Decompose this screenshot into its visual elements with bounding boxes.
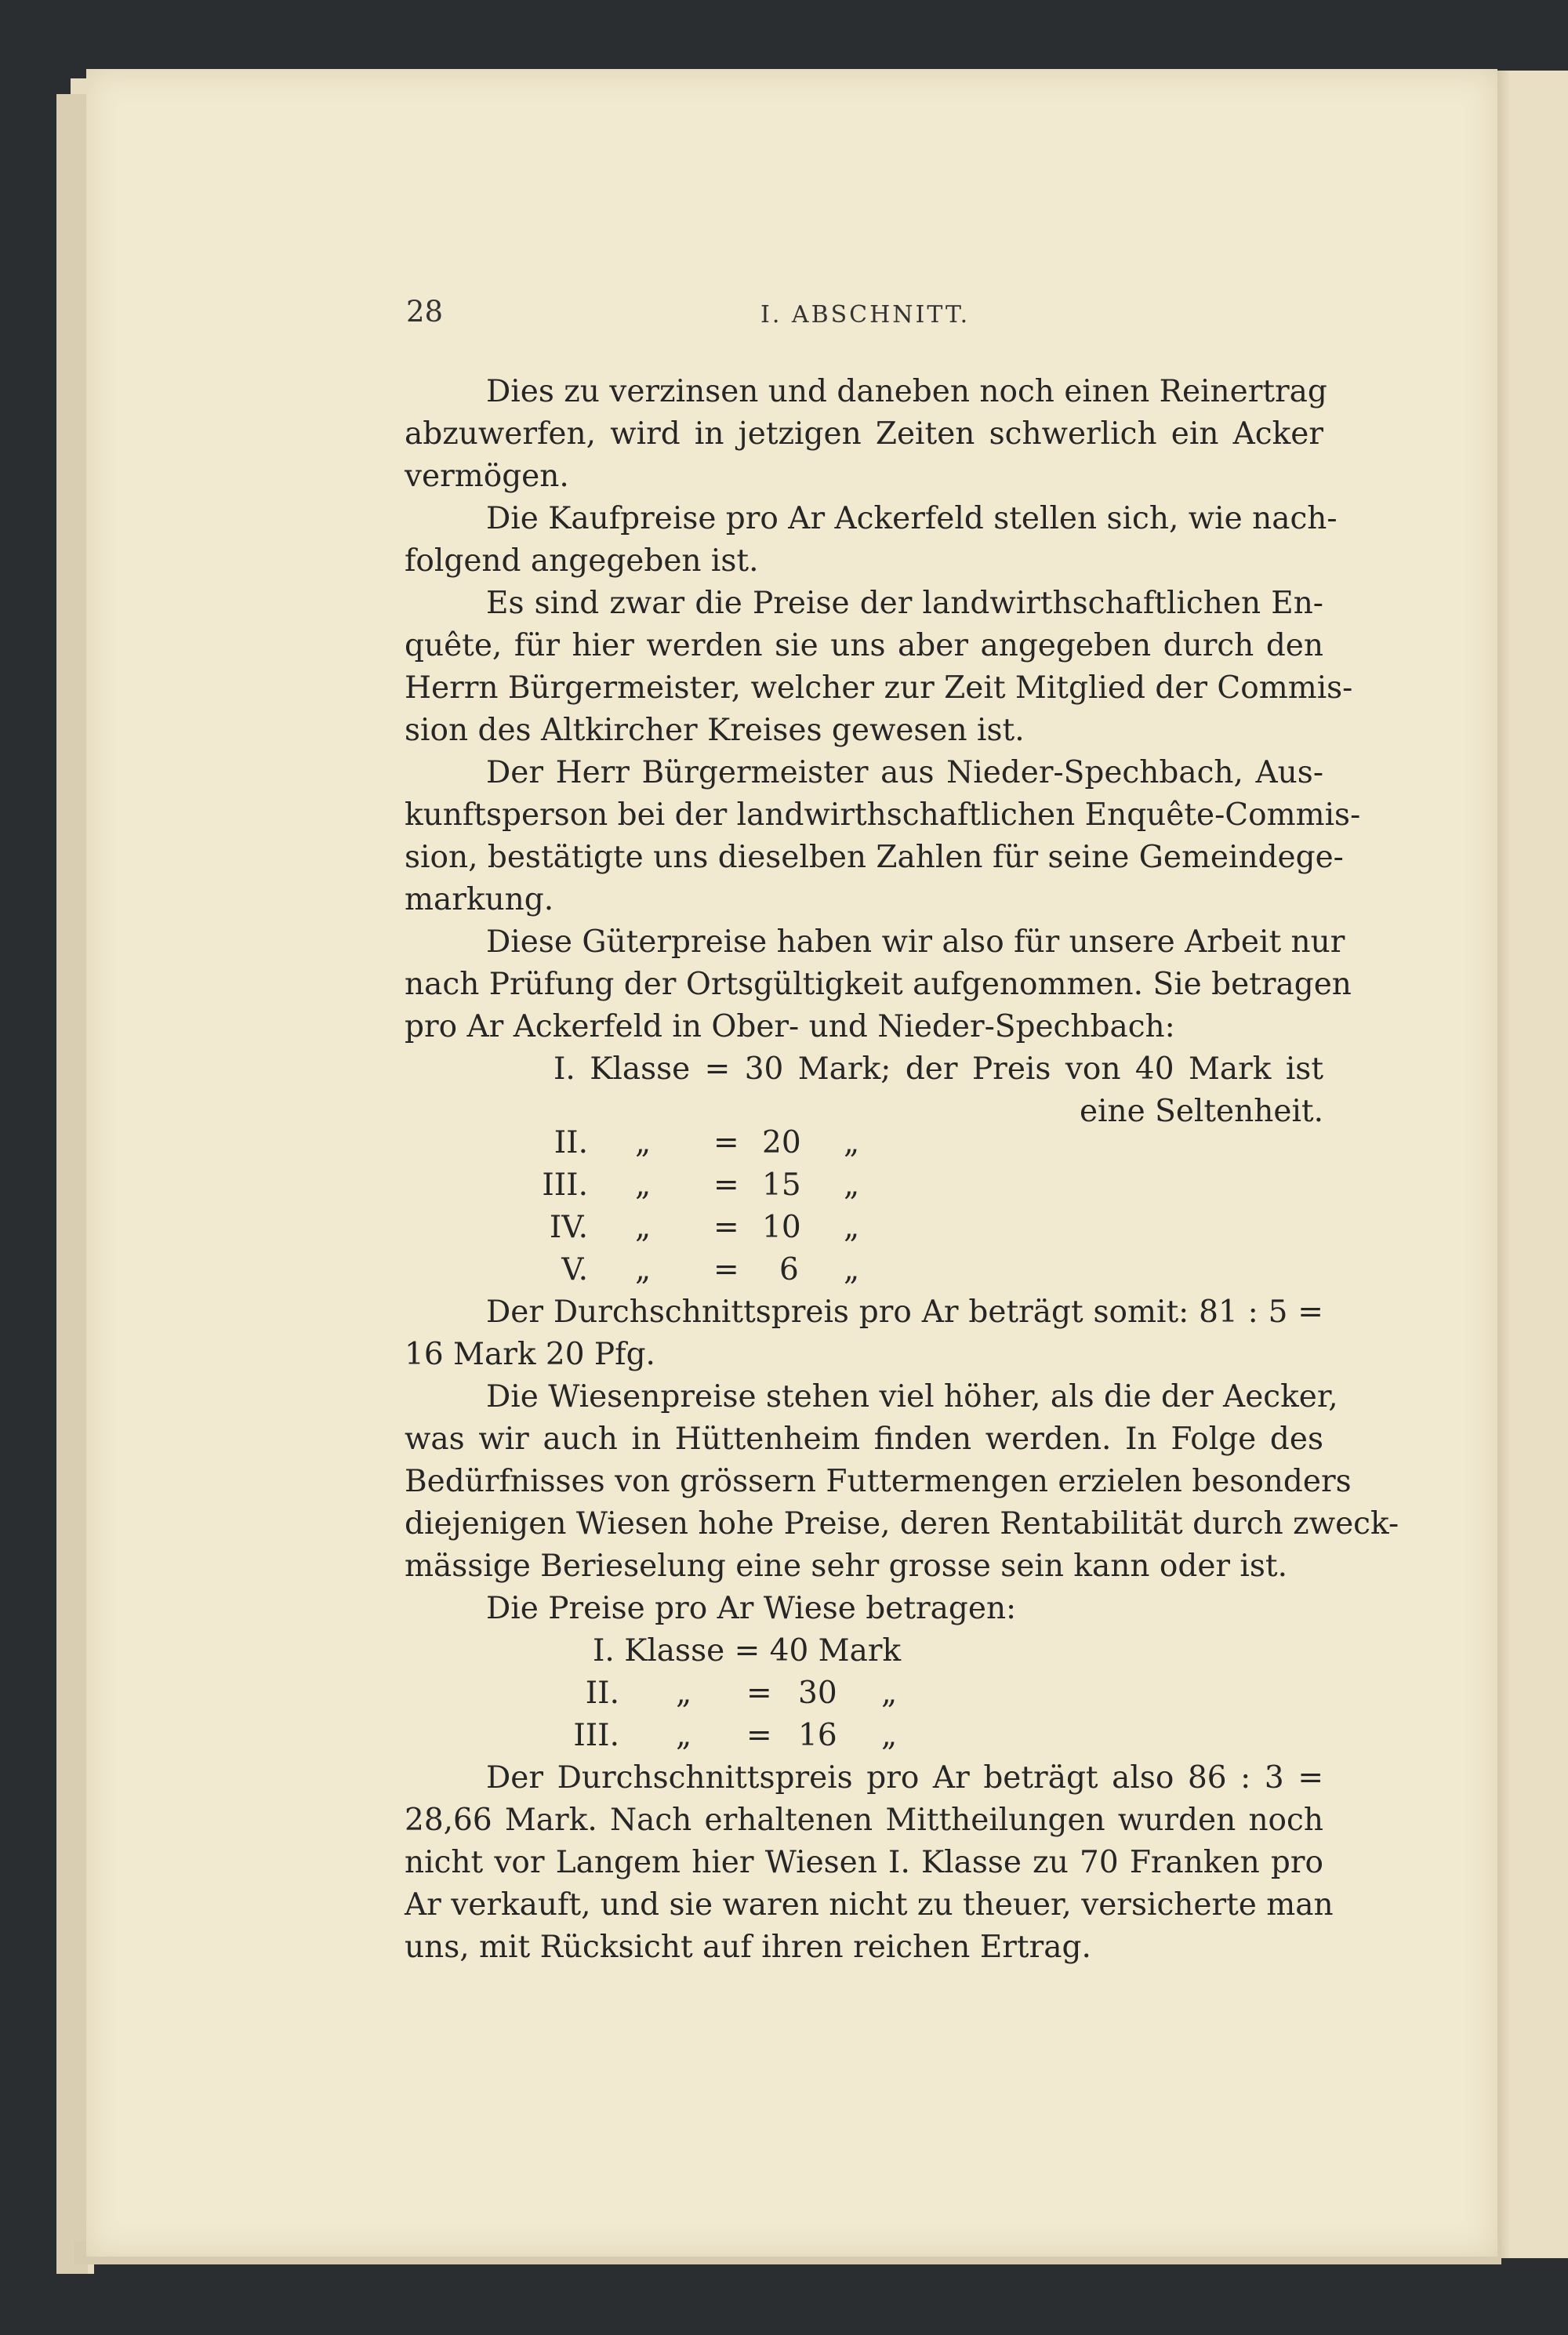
table-cell-equals: = [713,1168,739,1203]
table-cell-equals: = [746,1718,772,1753]
text-line: Die Preise pro Ar Wiese betragen: [486,1591,1017,1626]
table-cell-equals: = [713,1125,739,1160]
table-cell-class: IV. [549,1210,588,1245]
table-cell-equals: = [746,1676,772,1711]
table-cell-unit: „ [844,1210,860,1245]
text-line: Diese Güterpreise haben wir also für unsere Arbeit nur [486,924,1345,960]
table-cell-unit: „ [844,1168,860,1203]
table-cell-class: III. [542,1168,588,1203]
text-line: nicht vor Langem hier Wiesen I. Klasse zu 70 Franken pro [405,1845,1323,1880]
table-cell-value: 10 [762,1210,801,1245]
table-cell-class: V. [561,1252,588,1287]
text-line: Bedürfnisses von grössern Futtermengen erzielen besonders [405,1464,1352,1499]
page-stack-edge-outer [56,94,88,2274]
text-line: 28,66 Mark. Nach erhaltenen Mittheilungen wurden noch [405,1803,1323,1838]
table-cell-value: 6 [779,1252,799,1287]
text-line: eine Seltenheit. [1079,1094,1323,1129]
text-line: Es sind zwar die Preise der landwirthschaftlichen En- [486,586,1323,621]
text-line: Herrn Bürgermeister, welcher zur Zeit Mitglied der Commis- [405,670,1353,706]
text-line: Ar verkauft, und sie waren nicht zu theuer, versicherte man [405,1887,1334,1923]
text-line: diejenigen Wiesen hohe Preise, deren Rentabilität durch zweck- [405,1506,1399,1542]
table-cell-unit: „ [844,1125,860,1160]
table-cell-ditto: „ [676,1676,692,1711]
text-line: was wir auch in Hüttenheim finden werden. In Folge des [405,1422,1323,1457]
table-cell-ditto: „ [635,1252,652,1287]
table-cell-ditto: „ [676,1718,692,1753]
table-cell-class: II. [554,1125,588,1160]
next-page-edge [1490,71,1568,2258]
text-line: I. Klasse = 40 Mark [593,1633,902,1669]
text-line: vermögen. [405,459,569,494]
text-line: uns, mit Rücksicht auf ihren reichen Ertrag. [405,1930,1091,1965]
text-line: Die Kaufpreise pro Ar Ackerfeld stellen sich, wie nach- [486,501,1338,536]
table-cell-ditto: „ [635,1125,652,1160]
text-line: mässige Berieselung eine sehr grosse sein kann oder ist. [405,1549,1287,1584]
text-line: Der Herr Bürgermeister aus Nieder-Spechbach, Aus- [486,755,1323,790]
text-line: markung. [405,882,554,917]
table-cell-ditto: „ [635,1210,652,1245]
table-cell-equals: = [713,1210,739,1245]
text-line: Dies zu verzinsen und daneben noch einen Reinertrag [486,374,1327,409]
text-line: I. Klasse = 30 Mark; der Preis von 40 Mark ist [554,1051,1323,1087]
text-line: pro Ar Ackerfeld in Ober- und Nieder-Spechbach: [405,1009,1175,1044]
text-line: nach Prüfung der Ortsgültigkeit aufgenommen. Sie betragen [405,967,1352,1002]
table-cell-equals: = [713,1252,739,1287]
table-cell-unit: „ [881,1676,898,1711]
page-number: 28 [406,295,444,329]
text-line: sion, bestätigte uns dieselben Zahlen für seine Gemeindege- [405,840,1344,875]
text-line: Der Durchschnittspreis pro Ar beträgt also 86 : 3 = [486,1760,1323,1796]
table-cell-value: 20 [762,1125,801,1160]
table-cell-ditto: „ [635,1168,652,1203]
table-cell-value: 16 [798,1718,837,1753]
table-cell-class: II. [585,1676,619,1711]
text-line: sion des Altkircher Kreises gewesen ist. [405,713,1025,748]
text-line: kunftsperson bei der landwirthschaftlichen Enquête-Commis- [405,797,1361,833]
text-line: quête, für hier werden sie uns aber angegeben durch den [405,628,1323,663]
text-line: folgend angegeben ist. [405,543,759,579]
text-line: 16 Mark 20 Pfg. [405,1337,655,1372]
table-cell-unit: „ [881,1718,898,1753]
table-cell-value: 30 [798,1676,837,1711]
table-cell-unit: „ [844,1252,860,1287]
section-title: I. ABSCHNITT. [760,301,971,329]
table-cell-class: III. [573,1718,619,1753]
table-cell-value: 15 [762,1168,801,1203]
text-line: Der Durchschnittspreis pro Ar beträgt somit: 81 : 5 = [486,1295,1323,1330]
text-line: Die Wiesenpreise stehen viel höher, als die der Aecker, [486,1379,1338,1414]
text-line: abzuwerfen, wird in jetzigen Zeiten schwerlich ein Acker [405,416,1323,452]
